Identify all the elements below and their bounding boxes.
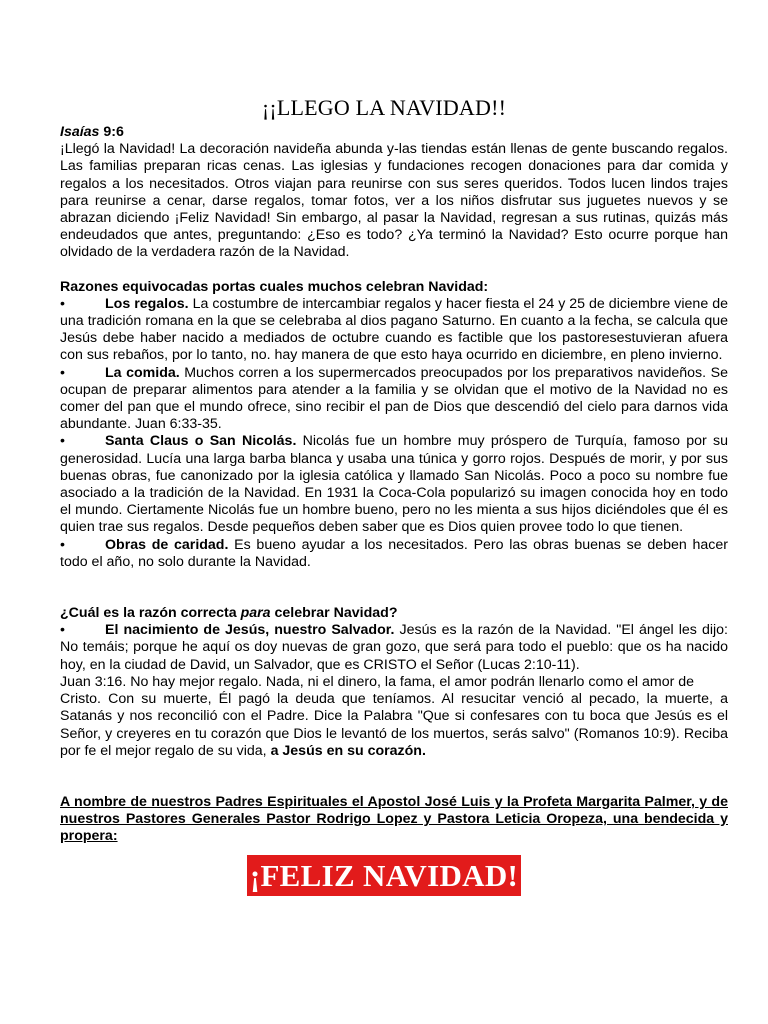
wrong-reason-item xyxy=(60,365,728,434)
verse-reference xyxy=(60,124,728,141)
right-reason-item xyxy=(60,622,728,674)
wrong-reason-title: Obras de caridad. xyxy=(105,536,229,553)
feliz-navidad-banner: ¡FELIZ NAVIDAD! xyxy=(247,855,521,896)
intro-paragraph: ¡Llegó la Navidad! La decoración navideña abunda y-las tiendas están llenas de gente buscando regalos. Las familias preparan ricas cenas. Las iglesias y fundaciones recogen donaciones para dar comida y regalos a los necesitados. Otros viajan para reunirse con sus seres queridos. Todos lucen lindos trajes para reunirse a cenar, darse regalos, tomar fotos, ver a los niños disfrutar sus juguetes nuevos y se abrazan diciendo ¡Feliz Navidad! Sin embargo, al pasar la Navidad, regresan a sus rutinas, quizás más endeudados que antes, preguntando: ¿Eso es todo? ¿Ya terminó la Navidad? Esto ocurre porque han olvidado de la verdadera razón de la Navidad. xyxy=(60,141,728,261)
wrong-reason-item xyxy=(60,296,728,365)
juan-paragraph: Cristo. Con su muerte, Él pagó la deuda que teníamos. Al resucitar venció al pecado, la muerte, a Satanás y nos reconcilió con el Padre. Dice la Palabra "Que si confesares con tu boca que Jesús es el Señor, y creyeres en tu corazón que Dios le levantó de los muertos, serás salvo" (Romanos 10:9). Reciba por fe el mejor regalo de su vida, a Jesús en su corazón. xyxy=(60,691,728,759)
right-reason-heading: ¿Cuál es la razón correcta para celebrar Navidad? xyxy=(60,605,398,622)
wrong-reasons-heading: Razones equivocadas portas cuales muchos celebran Navidad: xyxy=(60,278,489,295)
wrong-reason-title: Los regalos. xyxy=(105,295,189,312)
wrong-reason-text: Es bueno ayudar a los necesitados. Pero las obras buenas se deben hacer todo el año, no solo durante la Navidad. xyxy=(60,536,728,570)
bullet-icon: • xyxy=(60,364,65,381)
document-body xyxy=(60,124,728,846)
wrong-reason-text: Muchos corren a los supermercados preocupados por los preparativos navideños. Se ocupan de preparar alimentos para atender a la familia y se olvidan que el motivo de la Navidad no es comer del pan que el mundo ofrece, sino recibir el pan de Dios que descendió del cielo para darnos vida abundante. Juan 6:33-35. xyxy=(60,364,728,433)
bullet-icon: • xyxy=(60,536,65,553)
banner-wrap xyxy=(0,855,768,896)
dedication-paragraph: A nombre de nuestros Padres Espirituales el Apostol José Luis y la Profeta Margarita Palmer, y de nuestros Pastores Generales Pastor Rodrigo Lopez y Pastora Leticia Oropeza, una bendecida y propera: xyxy=(60,793,728,845)
verse-number: 9:6 xyxy=(99,124,124,140)
juan-closing: a Jesús en su corazón. xyxy=(266,742,426,759)
document-title: ¡¡LLEGO LA NAVIDAD!! xyxy=(261,95,507,120)
right-reason-text: Jesús es la razón de la Navidad. "El ángel les dijo: No temáis; porque he aquí os doy nuevas de gran gozo, que será para todo el pueblo: que os ha nacido hoy, en la ciudad de David, un Salvador, que es CRISTO el Señor (Lucas 2:10-11). xyxy=(60,622,728,673)
bullet-icon: • xyxy=(60,622,65,639)
wrong-reason-title: Santa Claus o San Nicolás. xyxy=(105,433,297,450)
wrong-reason-title: La comida. xyxy=(105,364,180,381)
wrong-reason-text: Nicolás fue un hombre muy próspero de Turquía, famoso por su generosidad. Lucía una larga barba blanca y usaba una túnica y gorro rojos. Después de morir, y por sus buenas obras, fue canonizado por la iglesia católica y llamado San Nicolás. Poco a poco su nombre fue asociado a la tradición de la Navidad. En 1931 la Coca-Cola popularizó su imagen conocida hoy en todo el mundo. Ciertamente Nicolás fue un hombre bueno, pero no les mienta a sus hijos diciéndoles que él es quien trae sus regalos. Desde pequeños deben saber que es Dios quien provee todo lo que tienen. xyxy=(60,433,728,536)
bullet-icon: • xyxy=(60,295,65,312)
right-reason-title: El nacimiento de Jesús, nuestro Salvador. xyxy=(105,622,395,639)
juan-line: Juan 3:16. No hay mejor regalo. Nada, ni el dinero, la fama, el amor podrán llenarlo como el amor de xyxy=(60,673,695,690)
bullet-icon: • xyxy=(60,433,65,450)
wrong-reason-text: La costumbre de intercambiar regalos y hacer fiesta el 24 y 25 de diciembre viene de una tradición romana en la que se celebraba al dios pagano Saturno. En cuanto a la fecha, se calcula que Jesús debe haber nacido a mediados de octubre cuando es factible que los pastoresestuvieran afuera con sus rebaños, por lo tanto, no. hay manera de que esto haya ocurrido en diciembre, en pleno invierno. xyxy=(60,295,728,364)
verse-book: Isaías xyxy=(60,124,100,140)
wrong-reason-item xyxy=(60,433,728,536)
wrong-reason-item xyxy=(60,537,728,571)
